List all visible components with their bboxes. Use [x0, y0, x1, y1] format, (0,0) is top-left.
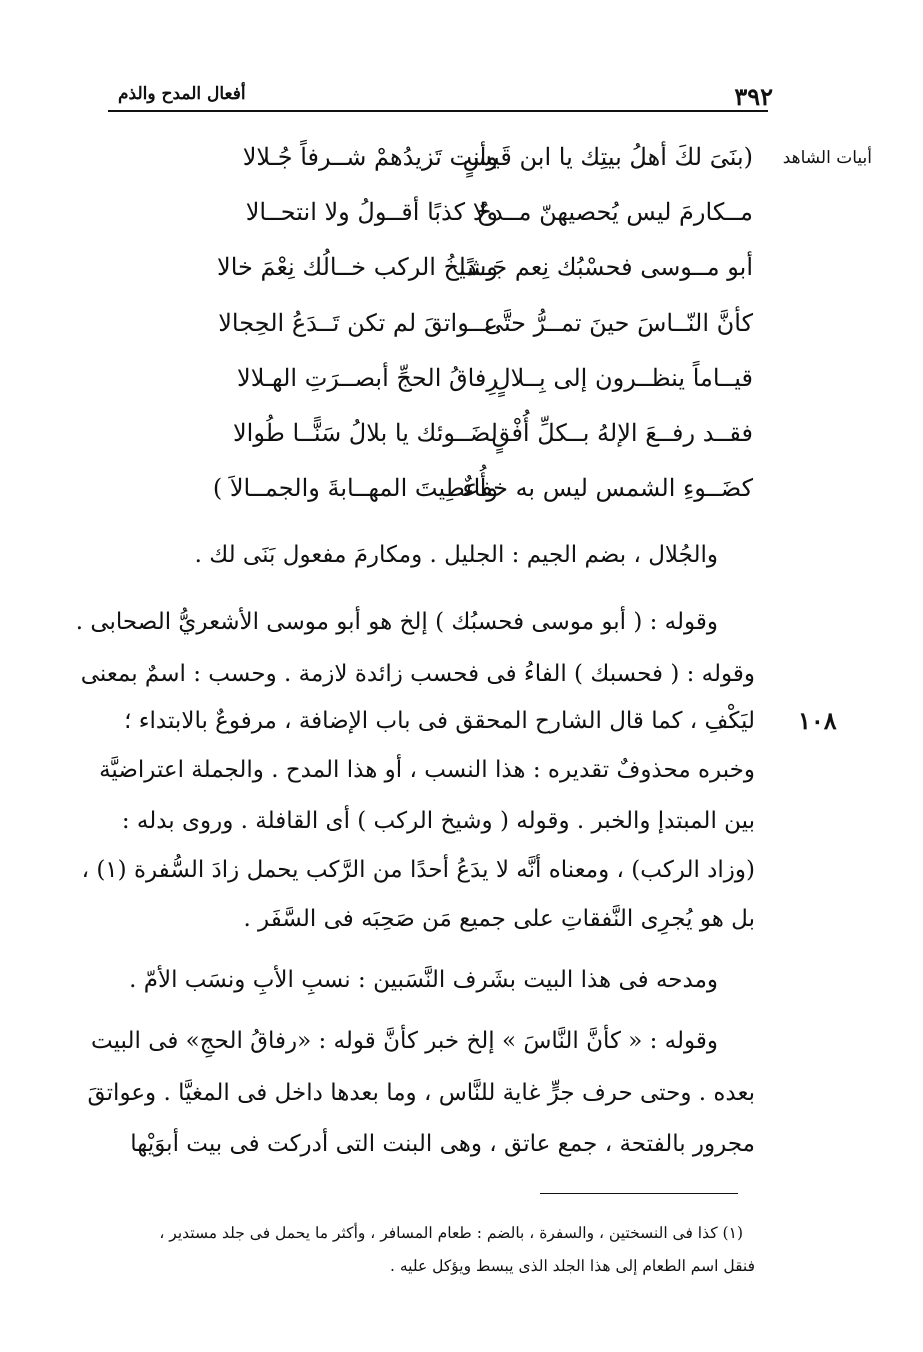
verse-2-first-half: مــكارمَ ليس يُحصيهنّ مــدحٌ: [476, 198, 753, 226]
running-title: أفعال المدح والذم: [118, 84, 246, 104]
paragraph-line: وقوله : « كأنَّ النَّاسَ » إلخ خبر كأنَّ قوله : «رفاقُ الحجِ» فى البيت: [91, 1028, 718, 1054]
verse-2-second-half: ولا كذبًا أقــولُ ولا انتحــالا: [245, 198, 498, 226]
verse-3-second-half: وشيخُ الركب خــالُك نِعْمَ خالا: [217, 253, 498, 281]
paragraph-line: (وزاد الركب) ، ومعناه أنَّه لا يدَعُ أحدًا من الرَّكب يحمل زادَ السُّفرة (١) ،: [81, 857, 755, 883]
paragraph-line: ليَكْفِ ، كما قال الشارح المحقق فى باب الإضافة ، مرفوعٌ بالابتداء ؛: [124, 708, 755, 734]
verse-4-second-half: عــواتقَ لم تكن تَــدَعُ الحِجالا: [218, 309, 498, 337]
paragraph-line: والجُلال ، بضم الجيم : الجليل . ومكارمَ مفعول بَنَى لك .: [194, 542, 718, 568]
verse-1-first-half: (بنَىَ لكَ أهلُ بيتِك يا ابن قَيسٍ: [462, 143, 753, 171]
verse-3-first-half: أبو مــوسى فحسْبُك نِعم جَــدًا: [459, 253, 753, 281]
margin-verse-number: ١٠٨: [798, 706, 837, 735]
verse-7-first-half: كضَــوءِ الشمس ليس به خفاءٌ: [462, 474, 753, 502]
verse-1-second-half: وأنت تَزيدُهمْ شــرفاً جُـلالا: [242, 143, 498, 171]
footnote-rule: [540, 1193, 738, 1194]
paragraph-line: بعده . وحتى حرف جرٍّ غاية للنَّاس ، وما بعدها داخل فى المغيَّا . وعواتقَ: [87, 1080, 755, 1106]
paragraph-line: مجرور بالفتحة ، جمع عاتق ، وهى البنت التى أدركت فى بيت أبوَيْها: [130, 1131, 755, 1157]
verse-7-second-half: وأُعطِيتَ المهــابةَ والجمــالاَ ): [212, 474, 498, 502]
verse-4-first-half: كأنَّ النّــاسَ حينَ تمــرُّ حتَّى: [483, 309, 753, 337]
footnote-line: (١) كذا فى النسختين ، والسفرة ، بالضم : طعام المسافر ، وأكثر ما يحمل فى جلد مستدير ،: [159, 1224, 743, 1242]
margin-label: أبيات الشاهد: [782, 148, 872, 168]
verse-6-first-half: فقــد رفــعَ الإلهُ بــكلِّ أُفْقٍ: [491, 419, 753, 447]
page-number: ٣٩٢: [734, 82, 773, 111]
footnote-line: فنقل اسم الطعام إلى هذا الجلد الذى يبسط ويؤكل عليه .: [390, 1257, 755, 1275]
verse-5-first-half: قيــاماً ينظــرون إلى بِــلالٍ: [493, 364, 753, 392]
header-rule: [108, 110, 768, 112]
verse-6-second-half: لضَــوئك يا بلالُ سَنًّــا طُوالا: [232, 419, 498, 447]
verse-5-second-half: رِفاقُ الحجِّ أبصــرَتِ الهـلالا: [237, 364, 498, 392]
paragraph-line: وقوله : ( أبو موسى فحسبُك ) إلخ هو أبو موسى الأشعريُّ الصحابى .: [75, 609, 718, 635]
paragraph-line: وخبره محذوفٌ تقديره : هذا النسب ، أو هذا المدح . والجملة اعتراضيَّة: [99, 757, 755, 783]
paragraph-line: وقوله : ( فحسبك ) الفاءُ فى فحسب زائدة لازمة . وحسب : اسمٌ بمعنى: [80, 661, 755, 687]
paragraph-line: بين المبتدإ والخبر . وقوله ( وشيخ الركب ) أى القافلة . وروى بدله :: [121, 808, 755, 834]
paragraph-line: بل هو يُجرِى النَّفقاتِ على جميع مَن صَحِبَه فى السَّفَر .: [243, 906, 755, 932]
paragraph-line: ومدحه فى هذا البيت بشَرف النَّسَبين : نسبِ الأبِ ونسَب الأمّ .: [129, 967, 718, 993]
